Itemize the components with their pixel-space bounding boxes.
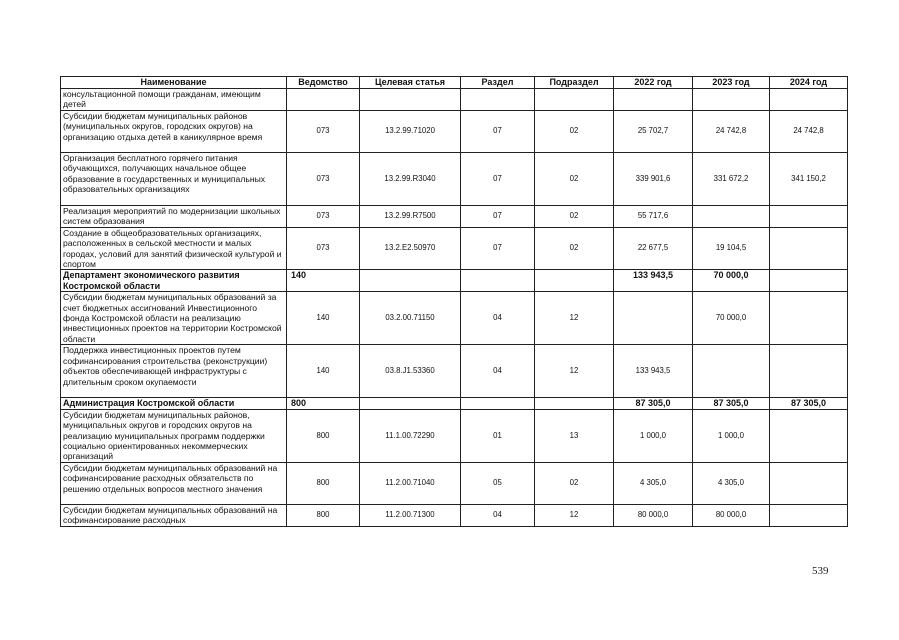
- cell-target-article: 11.1.00.72290: [360, 409, 461, 462]
- table-body: [61, 89, 848, 527]
- cell-amount-2023: 70 000,0: [693, 292, 770, 345]
- cell-subsection: 12: [535, 292, 614, 345]
- table-row: [61, 292, 848, 345]
- cell-amount-2022: 133 943,5: [614, 345, 693, 398]
- cell-subsection: [535, 270, 614, 292]
- cell-agency: 140: [287, 270, 360, 292]
- cell-subsection: 12: [535, 345, 614, 398]
- table-header-row: [61, 77, 848, 89]
- cell-target-article: 13.2.99.R7500: [360, 206, 461, 228]
- cell-agency: 073: [287, 206, 360, 228]
- cell-amount-2024: [770, 462, 848, 504]
- cell-subsection: 02: [535, 153, 614, 206]
- cell-amount-2022: 87 305,0: [614, 398, 693, 409]
- cell-agency: 800: [287, 409, 360, 462]
- cell-section: 07: [461, 111, 535, 153]
- header-year-2024: 2024 год: [770, 77, 848, 89]
- cell-amount-2024: [770, 270, 848, 292]
- cell-target-article: 03.2.00.71150: [360, 292, 461, 345]
- cell-target-article: 11.2.00.71040: [360, 462, 461, 504]
- cell-section: [461, 398, 535, 409]
- cell-section: 07: [461, 206, 535, 228]
- header-target-article: Целевая статья: [360, 77, 461, 89]
- cell-amount-2022: 25 702,7: [614, 111, 693, 153]
- cell-section: 07: [461, 227, 535, 270]
- cell-section: 04: [461, 345, 535, 398]
- header-year-2022: 2022 год: [614, 77, 693, 89]
- cell-target-article: [360, 398, 461, 409]
- cell-section: 04: [461, 292, 535, 345]
- cell-subsection: 02: [535, 206, 614, 228]
- header-section: Раздел: [461, 77, 535, 89]
- table-row: [61, 227, 848, 270]
- page-number: 539: [812, 565, 829, 577]
- cell-amount-2024: 341 150,2: [770, 153, 848, 206]
- cell-amount-2023: 24 742,8: [693, 111, 770, 153]
- cell-target-article: [360, 270, 461, 292]
- cell-agency: 800: [287, 462, 360, 504]
- cell-amount-2023: 87 305,0: [693, 398, 770, 409]
- cell-agency: 800: [287, 504, 360, 526]
- cell-amount-2023: 1 000,0: [693, 409, 770, 462]
- cell-section: [461, 89, 535, 111]
- cell-subsection: 13: [535, 409, 614, 462]
- cell-amount-2023: [693, 89, 770, 111]
- cell-section: [461, 270, 535, 292]
- cell-amount-2023: 80 000,0: [693, 504, 770, 526]
- cell-amount-2024: [770, 345, 848, 398]
- cell-target-article: 13.2.E2.50970: [360, 227, 461, 270]
- cell-agency: 073: [287, 227, 360, 270]
- cell-target-article: [360, 89, 461, 111]
- table-row: [61, 206, 848, 228]
- cell-amount-2022: 80 000,0: [614, 504, 693, 526]
- cell-amount-2022: 22 677,5: [614, 227, 693, 270]
- table-row: [61, 345, 848, 398]
- cell-section: 01: [461, 409, 535, 462]
- cell-agency: 800: [287, 398, 360, 409]
- cell-amount-2022: 55 717,6: [614, 206, 693, 228]
- cell-amount-2022: [614, 89, 693, 111]
- cell-name: Реализация мероприятий по модернизации школьных систем образования: [61, 206, 287, 228]
- cell-name: Субсидии бюджетам муниципальных образований на софинансирование расходных обязательств по решению отдельных вопросов местного значения: [61, 462, 287, 504]
- cell-agency: 073: [287, 111, 360, 153]
- header-name: Наименование: [61, 77, 287, 89]
- cell-amount-2024: [770, 227, 848, 270]
- cell-subsection: 02: [535, 462, 614, 504]
- cell-name: Организация бесплатного горячего питания обучающихся, получающих начальное общее образование в государственных и муниципальных образовательных организациях: [61, 153, 287, 206]
- table-row: [61, 89, 848, 111]
- cell-name: Департамент экономического развития Костромской области: [61, 270, 287, 292]
- cell-subsection: 12: [535, 504, 614, 526]
- cell-target-article: 13.2.99.71020: [360, 111, 461, 153]
- budget-table: [60, 76, 848, 527]
- cell-name: Субсидии бюджетам муниципальных образований за счет бюджетных ассигнований Инвестиционного фонда Костромской области на реализацию инвестиционных проектов на территории Костромской области: [61, 292, 287, 345]
- cell-amount-2024: 24 742,8: [770, 111, 848, 153]
- cell-target-article: 11.2.00.71300: [360, 504, 461, 526]
- cell-name: Администрация Костромской области: [61, 398, 287, 409]
- cell-subsection: [535, 398, 614, 409]
- table-row: [61, 462, 848, 504]
- cell-amount-2024: 87 305,0: [770, 398, 848, 409]
- cell-amount-2022: 4 305,0: [614, 462, 693, 504]
- cell-subsection: 02: [535, 111, 614, 153]
- cell-amount-2022: 1 000,0: [614, 409, 693, 462]
- cell-amount-2024: [770, 89, 848, 111]
- cell-amount-2023: 70 000,0: [693, 270, 770, 292]
- cell-amount-2022: 339 901,6: [614, 153, 693, 206]
- cell-amount-2024: [770, 409, 848, 462]
- cell-target-article: 03.8.J1.53360: [360, 345, 461, 398]
- table-row: [61, 111, 848, 153]
- cell-name: Субсидии бюджетам муниципальных районов, муниципальных округов и городских округов на реализацию муниципальных программ поддержки социально ориентированных некоммерческих организаций: [61, 409, 287, 462]
- header-agency: Ведомство: [287, 77, 360, 89]
- table-row: [61, 153, 848, 206]
- table-row: [61, 409, 848, 462]
- header-subsection: Подраздел: [535, 77, 614, 89]
- cell-amount-2022: 133 943,5: [614, 270, 693, 292]
- header-year-2023: 2023 год: [693, 77, 770, 89]
- cell-name: Субсидии бюджетам муниципальных районов (муниципальных округов, городских округов) на организацию отдыха детей в каникулярное время: [61, 111, 287, 153]
- cell-subsection: 02: [535, 227, 614, 270]
- cell-agency: 073: [287, 153, 360, 206]
- table-group-row: [61, 398, 848, 409]
- cell-section: 05: [461, 462, 535, 504]
- cell-amount-2023: 4 305,0: [693, 462, 770, 504]
- cell-amount-2024: [770, 206, 848, 228]
- table-row: [61, 504, 848, 526]
- cell-name: Субсидии бюджетам муниципальных образований на софинансирование расходных: [61, 504, 287, 526]
- cell-name: Поддержка инвестиционных проектов путем софинансирования строительства (реконструкции) объектов обеспечивающей инфраструктуры с длительным сроком окупаемости: [61, 345, 287, 398]
- cell-amount-2023: 331 672,2: [693, 153, 770, 206]
- cell-agency: 140: [287, 345, 360, 398]
- cell-section: 07: [461, 153, 535, 206]
- cell-amount-2024: [770, 504, 848, 526]
- cell-name: консультационной помощи гражданам, имеющим детей: [61, 89, 287, 111]
- cell-section: 04: [461, 504, 535, 526]
- cell-agency: 140: [287, 292, 360, 345]
- cell-target-article: 13.2.99.R3040: [360, 153, 461, 206]
- cell-agency: [287, 89, 360, 111]
- cell-amount-2024: [770, 292, 848, 345]
- cell-amount-2022: [614, 292, 693, 345]
- cell-subsection: [535, 89, 614, 111]
- cell-amount-2023: 19 104,5: [693, 227, 770, 270]
- cell-amount-2023: [693, 345, 770, 398]
- cell-name: Создание в общеобразовательных организациях, расположенных в сельской местности и малых городах, условий для занятий физической культурой и спортом: [61, 227, 287, 270]
- table-group-row: [61, 270, 848, 292]
- cell-amount-2023: [693, 206, 770, 228]
